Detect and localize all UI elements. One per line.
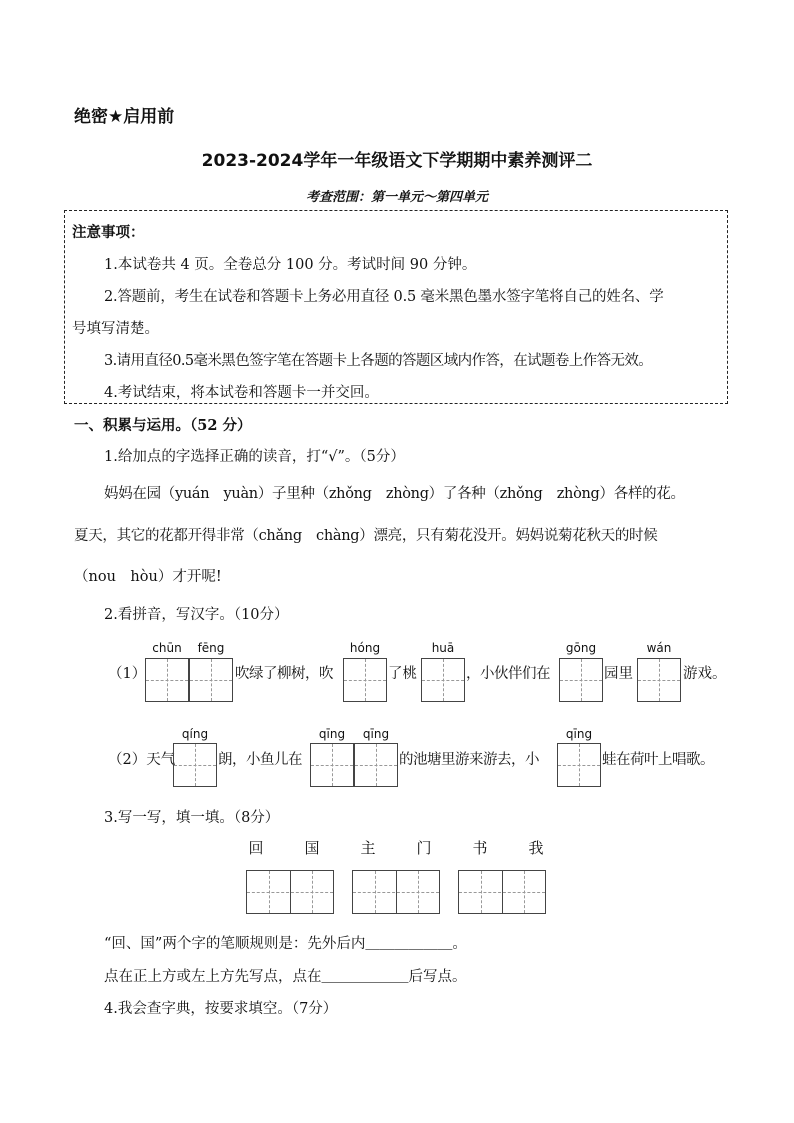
q2-row2-text-1: 朗，小鱼儿在 [218, 752, 302, 768]
pinyin-qing-1: qīng [318, 727, 346, 741]
q3-prompt: 3.写一写，填一填。（8分） [104, 810, 280, 826]
pinyin-qing: qíng [181, 727, 209, 741]
writing-box[interactable] [637, 658, 681, 702]
q2-prompt: 2.看拼音，写汉字。（10分） [104, 607, 289, 623]
q2-row1-text-3: ，小伙伴们在 [466, 666, 550, 682]
writing-box-pair[interactable] [246, 870, 334, 914]
writing-box[interactable] [145, 658, 189, 702]
pinyin-hong: hóng [349, 641, 381, 655]
writing-box[interactable] [354, 743, 398, 787]
q1-line-3: （nou hòu）才开呢! [74, 569, 222, 585]
pinyin-wan: wán [646, 641, 672, 655]
q2-row1-text-5: 游戏。 [683, 666, 727, 682]
char-guo: 国 [304, 839, 320, 857]
writing-box[interactable] [189, 658, 233, 702]
writing-box-pair[interactable] [352, 870, 440, 914]
exam-title: 2023-2024学年一年级语文下学期期中素养测评二 [201, 151, 593, 171]
pinyin-hua: huā [431, 641, 455, 655]
q3-fill-line-2[interactable]: 点在正上方或左上方先写点，点在＿＿＿＿＿＿后写点。 [104, 969, 467, 985]
q4-prompt: 4.我会查字典，按要求填空。（7分） [104, 1001, 338, 1017]
writing-box[interactable] [559, 658, 603, 702]
section-heading: 一、积累与运用。（52 分） [74, 417, 252, 434]
char-hui: 回 [248, 839, 264, 857]
char-zhu: 主 [360, 839, 376, 857]
notice-item-2: 2.答题前，考生在试卷和答题卡上务必用直径 0.5 毫米黑色墨水签字笔将自己的姓名、学 [104, 289, 664, 305]
q2-row2-text-2: 的池塘里游来游去，小 [399, 752, 539, 768]
writing-box[interactable] [421, 658, 465, 702]
pinyin-qing-3: qīng [565, 727, 593, 741]
writing-box[interactable] [343, 658, 387, 702]
writing-box-pair[interactable] [458, 870, 546, 914]
confidential-mark: 绝密★启用前 [74, 107, 175, 127]
notice-box [64, 210, 728, 404]
pinyin-feng: fēng [197, 641, 225, 655]
q1-line-2: 夏天，其它的花都开得非常（chǎng chàng）漂亮，只有菊花没开。妈妈说菊花秋天的时候 [74, 528, 658, 544]
writing-box[interactable] [557, 743, 601, 787]
exam-scope: 考查范围：第一单元～第四单元 [305, 190, 488, 205]
char-wo: 我 [528, 839, 544, 857]
writing-box[interactable] [310, 743, 354, 787]
q2-row1-text-2: 了桃 [388, 666, 417, 682]
q2-row1-text-1: 吹绿了柳树，吹 [235, 666, 333, 682]
notice-item-2-cont: 号填写清楚。 [72, 321, 159, 337]
notice-heading: 注意事项： [72, 224, 145, 241]
char-men: 门 [416, 839, 432, 857]
pinyin-gong: gōng [565, 641, 597, 655]
pinyin-chun: chūn [152, 641, 182, 655]
q2-row1-number: （1） [108, 666, 147, 682]
q2-row1-text-4: 园里 [604, 666, 633, 682]
q2-row2-lead: （2）天气 [108, 752, 176, 768]
q1-prompt: 1.给加点的字选择正确的读音，打“√”。（5分） [104, 449, 405, 465]
writing-box[interactable] [173, 743, 217, 787]
q3-fill-line-1[interactable]: “回、国”两个字的笔顺规则是：先外后内＿＿＿＿＿＿。 [104, 936, 467, 952]
notice-item-3: 3.请用直径0.5毫米黑色签字笔在答题卡上各题的答题区域内作答，在试题卷上作答无效。 [104, 353, 653, 369]
notice-item-4: 4.考试结束，将本试卷和答题卡一并交回。 [104, 385, 379, 401]
notice-item-1: 1.本试卷共 4 页。全卷总分 100 分。考试时间 90 分钟。 [104, 257, 477, 273]
q2-row2-text-3: 蛙在荷叶上唱歌。 [602, 752, 714, 768]
char-shu: 书 [472, 839, 488, 857]
pinyin-qing-2: qīng [362, 727, 390, 741]
q1-line-1: 妈妈在园（yuán yuàn）子里种（zhǒng zhòng）了各种（zhǒng zhòng）各样的花。 [104, 486, 685, 502]
